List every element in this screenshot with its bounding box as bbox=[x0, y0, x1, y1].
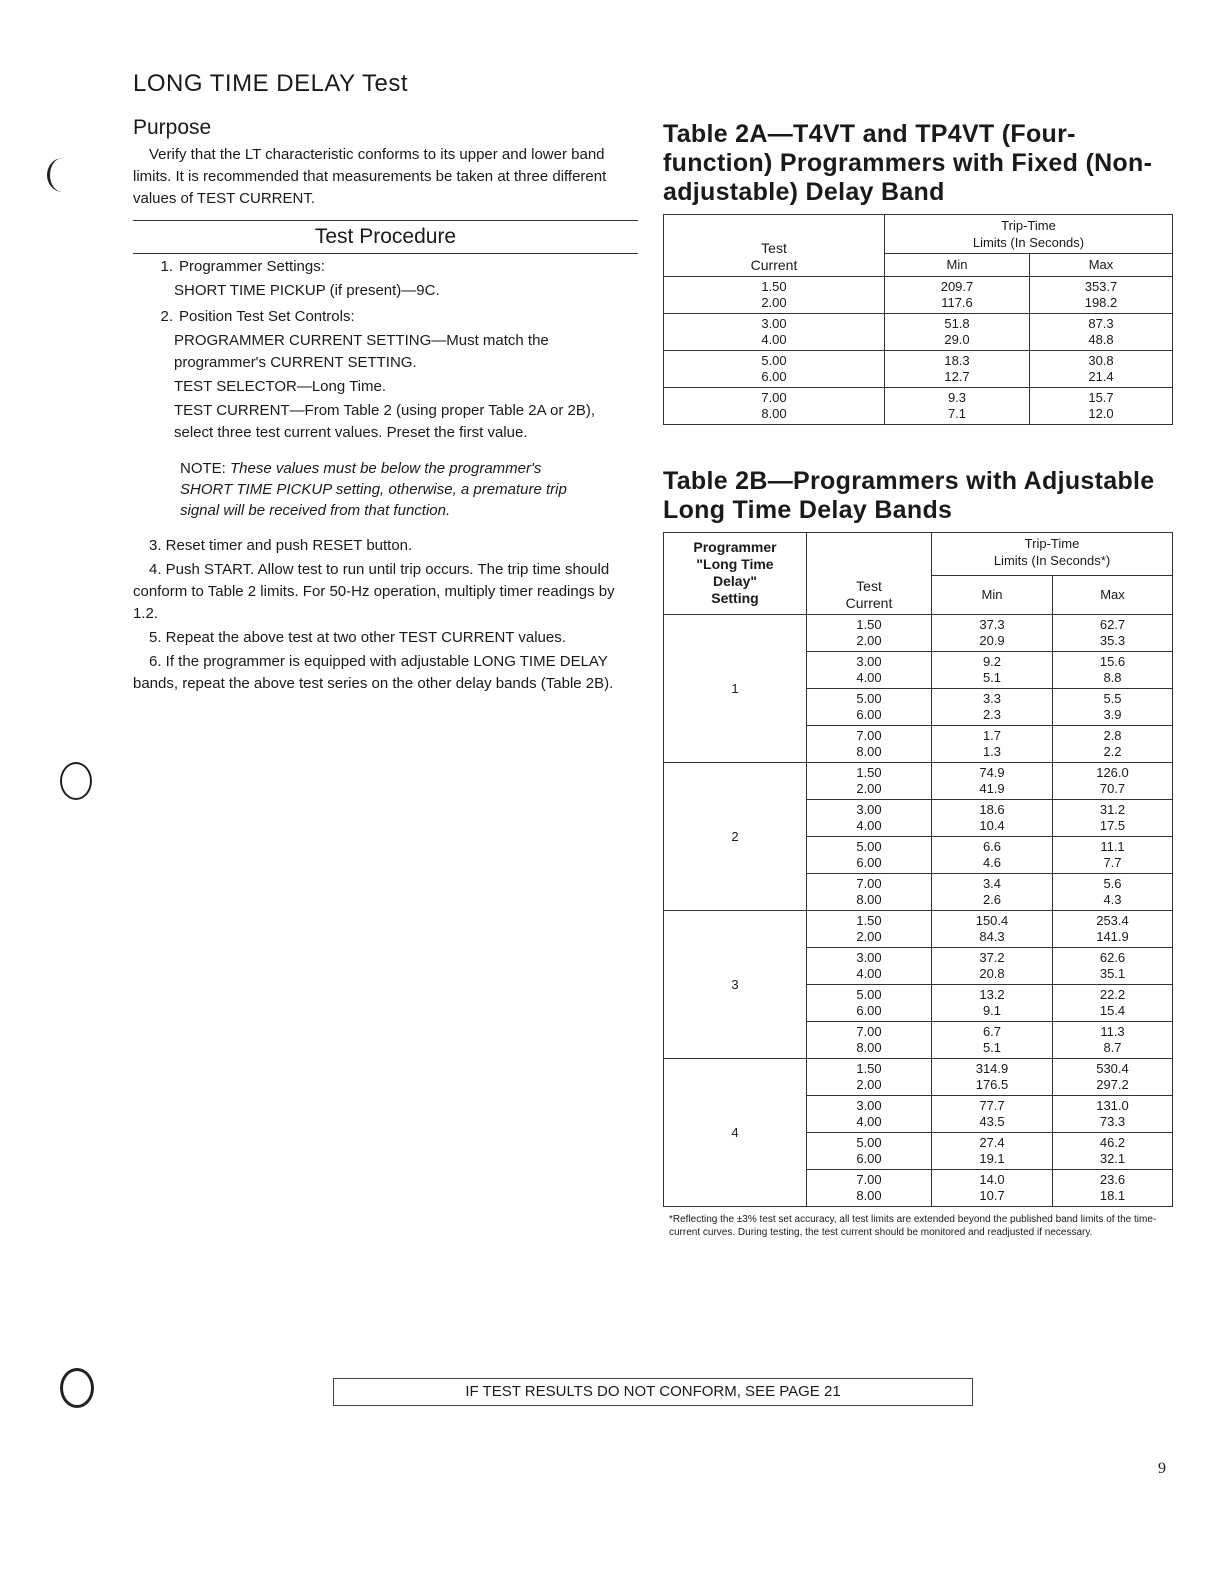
max-cell bbox=[1053, 948, 1173, 985]
test-current-cell-value: 8.00 bbox=[856, 1040, 882, 1055]
max-cell-value: 11.3 bbox=[1100, 1024, 1125, 1039]
min-cell-value: 150.4 bbox=[975, 913, 1009, 928]
max-cell bbox=[1053, 1059, 1173, 1096]
min-cell-value: 41.9 bbox=[979, 781, 1005, 796]
test-current-cell-value: 5.00 bbox=[856, 839, 882, 854]
min-cell bbox=[885, 277, 1030, 314]
header-setting-line: Setting bbox=[711, 590, 759, 606]
min-cell bbox=[885, 388, 1030, 425]
min-cell-value: 13.2 bbox=[979, 987, 1005, 1002]
min-cell-value: 209.7 bbox=[940, 279, 974, 294]
step-sub-text: TEST SELECTOR—Long Time. bbox=[174, 378, 387, 395]
procedure-step: 4. Push START. Allow test to run until trip occurs. The trip time should conform to Table 2 limits. For 50-Hz operation, multiply timer readings by 1.2. bbox=[133, 561, 615, 622]
test-current-cell-value: 5.00 bbox=[761, 353, 787, 368]
max-cell bbox=[1053, 837, 1173, 874]
test-current-cell-value: 2.00 bbox=[856, 929, 882, 944]
test-current-cell bbox=[664, 351, 885, 388]
min-cell-value: 5.1 bbox=[982, 670, 1002, 685]
delay-setting-cell: 4 bbox=[664, 1059, 807, 1207]
min-cell bbox=[932, 837, 1053, 874]
table-2a-title: Table 2A—T4VT and TP4VT (Four-function) Programmers with Fixed (Non-adjustable) Delay Band bbox=[663, 120, 1153, 206]
test-current-cell bbox=[807, 1096, 932, 1133]
min-cell bbox=[932, 985, 1053, 1022]
procedure-step: 5. Repeat the above test at two other TEST CURRENT values. bbox=[149, 629, 566, 646]
max-cell bbox=[1053, 726, 1173, 763]
punch-hole-mark bbox=[60, 1368, 94, 1408]
max-cell-value: 70.7 bbox=[1099, 781, 1126, 796]
min-cell bbox=[932, 1170, 1053, 1207]
header-max: Max bbox=[1053, 576, 1173, 615]
max-cell-value: 35.3 bbox=[1099, 633, 1126, 648]
table-row bbox=[664, 615, 1173, 652]
table-2a-body bbox=[664, 277, 1173, 425]
min-cell bbox=[932, 652, 1053, 689]
min-cell-value: 51.8 bbox=[944, 316, 970, 331]
test-current-cell-value: 6.00 bbox=[856, 1003, 882, 1018]
max-cell-value: 5.5 bbox=[1103, 691, 1122, 706]
procedure-heading: Test Procedure bbox=[133, 220, 638, 254]
table-row bbox=[664, 277, 1173, 314]
min-cell-value: 1.3 bbox=[982, 744, 1002, 759]
test-current-cell-value: 1.50 bbox=[856, 913, 882, 928]
max-cell-value: 253.4 bbox=[1096, 913, 1129, 928]
test-current-cell-value: 1.50 bbox=[856, 765, 882, 780]
test-current-cell bbox=[807, 1170, 932, 1207]
test-current-cell bbox=[807, 1059, 932, 1096]
max-cell-value: 353.7 bbox=[1084, 279, 1118, 294]
min-cell-value: 27.4 bbox=[979, 1135, 1005, 1150]
header-setting-line: Delay" bbox=[713, 573, 757, 589]
max-cell bbox=[1053, 911, 1173, 948]
header-trip-limits: Limits (In Seconds) bbox=[972, 235, 1085, 250]
max-cell-value: 297.2 bbox=[1096, 1077, 1129, 1092]
max-cell bbox=[1053, 689, 1173, 726]
max-cell bbox=[1053, 1133, 1173, 1170]
note bbox=[133, 458, 638, 521]
max-cell-value: 15.7 bbox=[1088, 390, 1114, 405]
test-current-cell bbox=[807, 689, 932, 726]
purpose-text: Verify that the LT characteristic conforms to its upper and lower band limits. It is recommended that measurements be taken at three different values of TEST CURRENT. bbox=[133, 146, 607, 207]
min-cell bbox=[932, 726, 1053, 763]
test-current-cell-value: 2.00 bbox=[856, 633, 882, 648]
test-current-cell-value: 4.00 bbox=[856, 818, 882, 833]
test-current-cell-value: 2.00 bbox=[856, 1077, 882, 1092]
min-cell-value: 117.6 bbox=[941, 295, 973, 310]
test-current-cell-value: 4.00 bbox=[856, 670, 882, 685]
min-cell-value: 6.7 bbox=[982, 1024, 1002, 1039]
max-cell bbox=[1053, 763, 1173, 800]
purpose-heading: Purpose bbox=[133, 116, 212, 139]
max-cell-value: 12.0 bbox=[1088, 406, 1114, 421]
max-cell-value: 15.4 bbox=[1099, 1003, 1126, 1018]
test-current-cell bbox=[807, 911, 932, 948]
max-cell-value: 15.6 bbox=[1099, 654, 1126, 669]
max-cell-value: 18.1 bbox=[1099, 1188, 1126, 1203]
table-2b-body bbox=[664, 615, 1173, 1207]
table-row bbox=[664, 763, 1173, 800]
procedure-step: 6. If the programmer is equipped with adjustable LONG TIME DELAY bands, repeat the above test series on the other delay bands (Table 2B). bbox=[133, 653, 614, 692]
table-row bbox=[664, 911, 1173, 948]
header-trip-time: Trip-Time bbox=[1001, 218, 1056, 233]
test-current-cell-value: 7.00 bbox=[856, 876, 882, 891]
test-current-cell-value: 8.00 bbox=[856, 892, 882, 907]
delay-setting-cell: 2 bbox=[664, 763, 807, 911]
nonconformance-banner: IF TEST RESULTS DO NOT CONFORM, SEE PAGE 21 bbox=[333, 1378, 973, 1406]
min-cell-value: 14.0 bbox=[979, 1172, 1005, 1187]
min-cell-value: 77.7 bbox=[979, 1098, 1005, 1113]
max-cell-value: 2.8 bbox=[1103, 728, 1122, 743]
max-cell-value: 62.6 bbox=[1099, 950, 1126, 965]
max-cell bbox=[1053, 1096, 1173, 1133]
max-cell-value: 131.0 bbox=[1096, 1098, 1129, 1113]
section-title: LONG TIME DELAY Test bbox=[133, 70, 408, 97]
min-cell-value: 9.1 bbox=[982, 1003, 1002, 1018]
min-cell bbox=[932, 763, 1053, 800]
min-cell bbox=[885, 314, 1030, 351]
right-column bbox=[663, 120, 1173, 1239]
test-current-cell-value: 4.00 bbox=[856, 966, 882, 981]
procedure-step bbox=[133, 306, 638, 328]
min-cell-value: 5.1 bbox=[982, 1040, 1002, 1055]
page-number: 9 bbox=[1158, 1460, 1166, 1477]
max-cell bbox=[1053, 1170, 1173, 1207]
max-cell-value: 126.0 bbox=[1096, 765, 1129, 780]
test-current-cell-value: 5.00 bbox=[856, 691, 882, 706]
step-sub-text: PROGRAMMER CURRENT SETTING—Must match the programmer's CURRENT SETTING. bbox=[174, 332, 549, 371]
max-cell-value: 48.8 bbox=[1088, 332, 1114, 347]
max-cell-value: 8.7 bbox=[1103, 1040, 1122, 1055]
min-cell-value: 3.3 bbox=[982, 691, 1002, 706]
test-current-cell bbox=[807, 948, 932, 985]
test-current-cell-value: 2.00 bbox=[856, 781, 882, 796]
test-current-cell bbox=[807, 1022, 932, 1059]
max-cell bbox=[1053, 1022, 1173, 1059]
max-cell bbox=[1030, 351, 1173, 388]
note-text: These values must be below the programmer's SHORT TIME PICKUP setting, otherwise, a premature trip signal will be received from that function. bbox=[180, 460, 567, 519]
header-current: Current bbox=[845, 595, 893, 611]
max-cell-value: 141.9 bbox=[1096, 929, 1129, 944]
test-current-cell-value: 8.00 bbox=[856, 1188, 882, 1203]
min-cell-value: 19.1 bbox=[979, 1151, 1005, 1166]
max-cell-value: 32.1 bbox=[1099, 1151, 1126, 1166]
max-cell-value: 23.6 bbox=[1099, 1172, 1126, 1187]
header-max: Max bbox=[1030, 254, 1173, 277]
max-cell bbox=[1053, 800, 1173, 837]
min-cell-value: 314.9 bbox=[975, 1061, 1009, 1076]
test-current-cell-value: 1.50 bbox=[856, 1061, 882, 1076]
test-current-cell-value: 6.00 bbox=[761, 369, 787, 384]
max-cell-value: 31.2 bbox=[1099, 802, 1126, 817]
delay-setting-cell: 3 bbox=[664, 911, 807, 1059]
test-current-cell-value: 1.50 bbox=[856, 617, 882, 632]
test-current-cell-value: 2.00 bbox=[761, 295, 787, 310]
max-cell bbox=[1053, 615, 1173, 652]
procedure-step: 3. Reset timer and push RESET button. bbox=[149, 537, 413, 554]
step-number: 1. bbox=[160, 258, 173, 275]
min-cell-value: 4.6 bbox=[982, 855, 1002, 870]
header-test: Test bbox=[856, 578, 882, 594]
header-trip-time: Trip-Time bbox=[1024, 536, 1080, 551]
table-2b bbox=[663, 532, 1173, 1207]
min-cell-value: 176.5 bbox=[975, 1077, 1009, 1092]
max-cell-value: 5.6 bbox=[1103, 876, 1122, 891]
max-cell-value: 21.4 bbox=[1088, 369, 1114, 384]
table-row bbox=[664, 1059, 1173, 1096]
test-current-cell-value: 3.00 bbox=[856, 1098, 882, 1113]
test-current-cell bbox=[664, 277, 885, 314]
min-cell bbox=[932, 1133, 1053, 1170]
max-cell-value: 30.8 bbox=[1088, 353, 1114, 368]
max-cell-value: 87.3 bbox=[1088, 316, 1114, 331]
table-2b-title: Table 2B—Programmers with Adjustable Long Time Delay Bands bbox=[663, 467, 1155, 524]
test-current-cell bbox=[807, 837, 932, 874]
min-cell-value: 2.6 bbox=[982, 892, 1002, 907]
min-cell-value: 29.0 bbox=[944, 332, 970, 347]
min-cell bbox=[932, 1022, 1053, 1059]
test-current-cell-value: 3.00 bbox=[761, 316, 787, 331]
step-sub-text: TEST CURRENT—From Table 2 (using proper Table 2A or 2B), select three test current values. Preset the first value. bbox=[174, 402, 595, 441]
max-cell-value: 3.9 bbox=[1103, 707, 1122, 722]
test-current-cell-value: 3.00 bbox=[856, 950, 882, 965]
test-current-cell bbox=[807, 985, 932, 1022]
min-cell-value: 74.9 bbox=[979, 765, 1005, 780]
table-header-setting bbox=[664, 533, 807, 615]
test-current-cell bbox=[664, 388, 885, 425]
test-current-cell-value: 8.00 bbox=[856, 744, 882, 759]
header-trip-limits: Limits (In Seconds*) bbox=[993, 553, 1111, 568]
min-cell-value: 6.6 bbox=[982, 839, 1002, 854]
min-cell-value: 10.4 bbox=[979, 818, 1005, 833]
min-cell-value: 20.8 bbox=[979, 966, 1005, 981]
header-test: Test bbox=[761, 240, 787, 256]
test-current-cell-value: 7.00 bbox=[856, 1172, 882, 1187]
max-cell bbox=[1030, 277, 1173, 314]
max-cell bbox=[1053, 874, 1173, 911]
test-current-cell-value: 8.00 bbox=[761, 406, 787, 421]
header-current: Current bbox=[750, 257, 798, 273]
min-cell-value: 84.3 bbox=[979, 929, 1005, 944]
step-text: Programmer Settings: bbox=[179, 258, 325, 275]
min-cell-value: 12.7 bbox=[944, 369, 970, 384]
test-current-cell-value: 7.00 bbox=[856, 1024, 882, 1039]
test-current-cell bbox=[807, 763, 932, 800]
min-cell bbox=[932, 874, 1053, 911]
max-cell-value: 22.2 bbox=[1099, 987, 1126, 1002]
max-cell-value: 73.3 bbox=[1099, 1114, 1126, 1129]
test-current-cell-value: 4.00 bbox=[761, 332, 787, 347]
header-min: Min bbox=[885, 254, 1030, 277]
test-current-cell-value: 6.00 bbox=[856, 707, 882, 722]
test-current-cell bbox=[807, 1133, 932, 1170]
min-cell-value: 18.3 bbox=[944, 353, 970, 368]
max-cell-value: 4.3 bbox=[1103, 892, 1122, 907]
step-text: Position Test Set Controls: bbox=[179, 308, 355, 325]
header-setting-line: "Long Time bbox=[696, 556, 774, 572]
table-header-test-current bbox=[664, 215, 885, 277]
min-cell-value: 37.2 bbox=[979, 950, 1005, 965]
delay-setting-cell: 1 bbox=[664, 615, 807, 763]
min-cell-value: 9.3 bbox=[947, 390, 967, 405]
min-cell bbox=[932, 1059, 1053, 1096]
min-cell bbox=[932, 615, 1053, 652]
table-footnote: *Reflecting the ±3% test set accuracy, all test limits are extended beyond the published band limits of the time-current curves. During testing, the test current should be monitored and readjusted if necessary. bbox=[669, 1214, 1157, 1238]
test-current-cell bbox=[807, 652, 932, 689]
test-current-cell-value: 7.00 bbox=[761, 390, 787, 405]
max-cell bbox=[1030, 388, 1173, 425]
min-cell-value: 10.7 bbox=[979, 1188, 1005, 1203]
min-cell bbox=[932, 948, 1053, 985]
min-cell-value: 3.4 bbox=[982, 876, 1002, 891]
step-number: 2. bbox=[160, 308, 173, 325]
min-cell-value: 1.7 bbox=[982, 728, 1002, 743]
max-cell-value: 46.2 bbox=[1099, 1135, 1126, 1150]
test-current-cell bbox=[807, 800, 932, 837]
min-cell bbox=[885, 351, 1030, 388]
max-cell-value: 8.8 bbox=[1103, 670, 1122, 685]
left-column bbox=[133, 70, 638, 695]
test-current-cell bbox=[664, 314, 885, 351]
test-current-cell-value: 6.00 bbox=[856, 855, 882, 870]
max-cell-value: 62.7 bbox=[1099, 617, 1126, 632]
min-cell bbox=[932, 800, 1053, 837]
max-cell-value: 35.1 bbox=[1099, 966, 1126, 981]
min-cell bbox=[932, 911, 1053, 948]
test-current-cell-value: 3.00 bbox=[856, 654, 882, 669]
table-2a bbox=[663, 214, 1173, 425]
max-cell bbox=[1053, 985, 1173, 1022]
min-cell-value: 9.2 bbox=[982, 654, 1002, 669]
min-cell-value: 2.3 bbox=[982, 707, 1002, 722]
punch-hole-mark bbox=[47, 158, 78, 192]
max-cell-value: 530.4 bbox=[1096, 1061, 1129, 1076]
min-cell bbox=[932, 1096, 1053, 1133]
min-cell-value: 20.9 bbox=[979, 633, 1005, 648]
test-current-cell-value: 6.00 bbox=[856, 1151, 882, 1166]
test-current-cell-value: 7.00 bbox=[856, 728, 882, 743]
header-setting-line: Programmer bbox=[693, 539, 777, 555]
max-cell-value: 198.2 bbox=[1084, 295, 1118, 310]
table-row bbox=[664, 388, 1173, 425]
test-current-cell-value: 5.00 bbox=[856, 1135, 882, 1150]
procedure-step bbox=[133, 256, 638, 278]
min-cell-value: 18.6 bbox=[979, 802, 1005, 817]
max-cell-value: 7.7 bbox=[1103, 855, 1122, 870]
max-cell bbox=[1053, 652, 1173, 689]
test-current-cell bbox=[807, 615, 932, 652]
test-current-cell bbox=[807, 874, 932, 911]
min-cell-value: 43.5 bbox=[979, 1114, 1005, 1129]
step-sub-text: SHORT TIME PICKUP (if present)—9C. bbox=[174, 282, 440, 299]
header-min: Min bbox=[932, 576, 1053, 615]
table-header-trip-time bbox=[885, 215, 1173, 254]
test-current-cell-value: 5.00 bbox=[856, 987, 882, 1002]
note-label: NOTE: bbox=[180, 460, 226, 477]
table-row bbox=[664, 351, 1173, 388]
min-cell bbox=[932, 689, 1053, 726]
max-cell-value: 17.5 bbox=[1099, 818, 1126, 833]
test-current-cell bbox=[807, 726, 932, 763]
punch-hole-mark bbox=[60, 762, 92, 800]
max-cell-value: 2.2 bbox=[1103, 744, 1122, 759]
min-cell-value: 37.3 bbox=[979, 617, 1005, 632]
max-cell bbox=[1030, 314, 1173, 351]
min-cell-value: 7.1 bbox=[947, 406, 967, 421]
table-header-test-current bbox=[807, 533, 932, 615]
test-current-cell-value: 4.00 bbox=[856, 1114, 882, 1129]
table-row bbox=[664, 314, 1173, 351]
test-current-cell-value: 3.00 bbox=[856, 802, 882, 817]
table-header-trip-time bbox=[932, 533, 1173, 576]
max-cell-value: 11.1 bbox=[1100, 839, 1125, 854]
procedure-steps bbox=[133, 256, 638, 695]
test-current-cell-value: 1.50 bbox=[761, 279, 787, 294]
